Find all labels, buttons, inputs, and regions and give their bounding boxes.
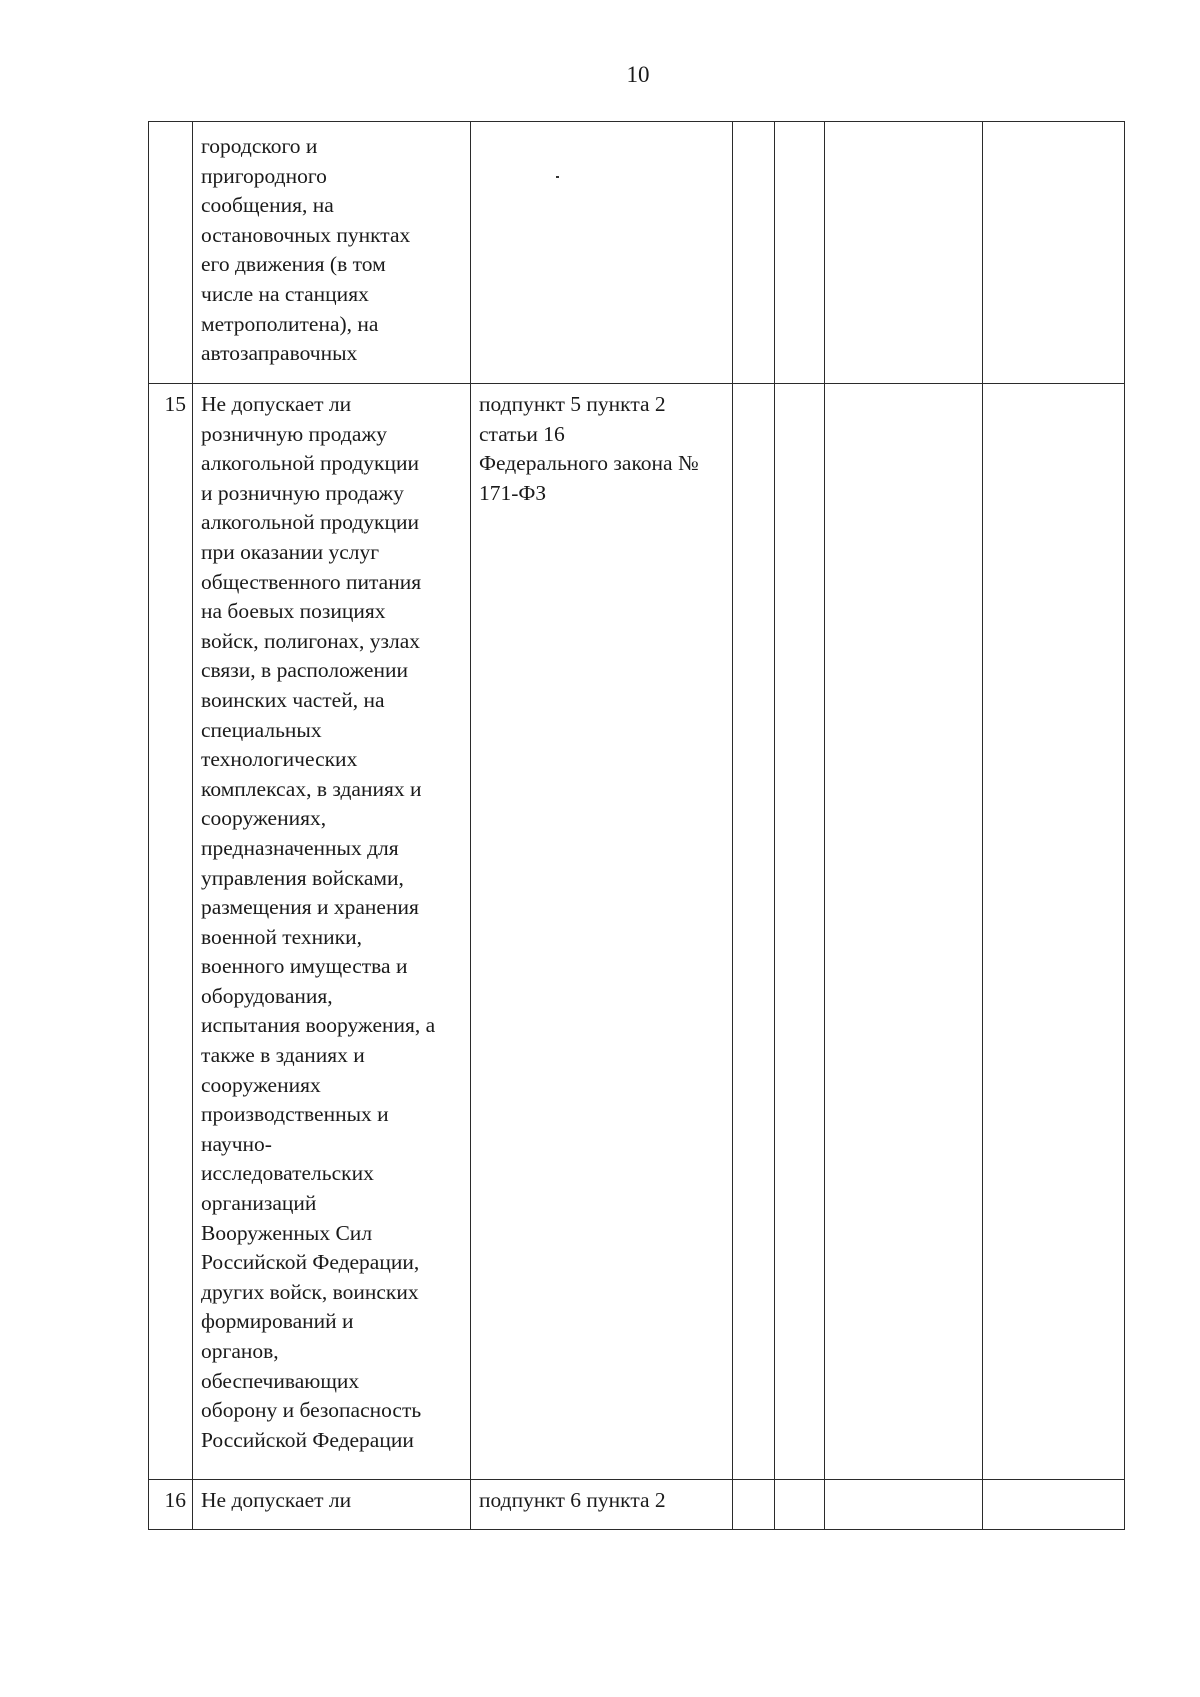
requirement-text-line: сообщения, на — [201, 193, 334, 218]
requirement-text-line: также в зданиях и — [201, 1043, 365, 1068]
requirement-text-line: общественного питания — [201, 569, 422, 594]
checklist-table — [148, 121, 1125, 1530]
answer-yes-cell — [733, 1480, 775, 1530]
requirement-text-line: научно- — [201, 1131, 272, 1156]
answer-no-cell — [775, 384, 825, 1480]
requirement-text-line: Не допускает ли — [201, 1488, 352, 1512]
requirement-cell — [193, 122, 471, 384]
row-number: 15 — [164, 392, 186, 416]
requirement-text-line: при оказании услуг — [201, 539, 380, 564]
answer-not-applicable-cell — [825, 384, 983, 1480]
legal-reference-line: Федерального закона № — [479, 451, 699, 476]
legal-reference-cell — [471, 122, 733, 384]
requirement-text-line: испытания вооружения, а — [201, 1013, 436, 1038]
requirement-text-line: организаций — [201, 1191, 317, 1216]
requirement-text-line: специальных — [201, 717, 322, 742]
requirement-text-line: оборону и безопасность — [201, 1398, 422, 1423]
requirement-cell — [193, 1480, 471, 1530]
requirement-text-line: воинских частей, на — [201, 687, 385, 712]
page-number: 10 — [626, 62, 650, 87]
requirement-text-line: на боевых позициях — [201, 599, 386, 624]
stray-mark — [556, 176, 559, 178]
requirement-text-line: Российской Федерации, — [201, 1250, 420, 1275]
answer-yes-cell — [733, 122, 775, 384]
requirement-text-line: сооружениях — [201, 1072, 321, 1097]
table-row — [149, 1480, 1125, 1530]
legal-reference-line: подпункт 5 пункта 2 — [479, 392, 666, 416]
legal-reference-cell — [471, 384, 733, 1480]
answer-not-applicable-cell — [825, 122, 983, 384]
requirement-text-line: и розничную продажу — [201, 480, 404, 505]
requirement-text-line: предназначенных для — [201, 835, 399, 860]
answer-no-cell — [775, 1480, 825, 1530]
requirement-text-line: розничную продажу — [201, 421, 387, 446]
row-number-cell — [149, 1480, 193, 1530]
legal-reference-cell — [471, 1480, 733, 1530]
requirement-text-line: обеспечивающих — [201, 1368, 360, 1393]
requirement-text-line: размещения и хранения — [201, 895, 419, 920]
answer-not-applicable-cell — [825, 1480, 983, 1530]
requirement-text-line: его движения (в том — [201, 252, 386, 277]
requirement-text-line: оборудования, — [201, 983, 333, 1008]
answer-no-cell — [775, 122, 825, 384]
row-number-cell — [149, 122, 193, 384]
requirement-text-line: городского и — [201, 134, 318, 158]
requirement-text-line: военной техники, — [201, 924, 362, 949]
notes-cell — [983, 384, 1125, 1480]
requirement-text-line: управления войсками, — [201, 865, 404, 890]
requirement-text-line: пригородного — [201, 163, 327, 188]
notes-cell — [983, 122, 1125, 384]
requirement-text-line: остановочных пунктах — [201, 222, 411, 247]
requirement-text-line: алкогольной продукции — [201, 510, 420, 535]
requirement-text-line: метрополитена), на — [201, 311, 379, 336]
requirement-cell — [193, 384, 471, 1480]
requirement-text-line: связи, в расположении — [201, 658, 408, 683]
requirement-text-line: других войск, воинских — [201, 1279, 419, 1304]
notes-cell — [983, 1480, 1125, 1530]
table-row — [149, 122, 1125, 384]
requirement-text-line: технологических — [201, 747, 358, 772]
requirement-text-line: числе на станциях — [201, 281, 369, 306]
requirement-text-line: комплексах, в зданиях и — [201, 776, 422, 801]
requirement-text-line: сооружениях, — [201, 806, 327, 831]
legal-reference-line: статьи 16 — [479, 421, 565, 446]
row-number-cell — [149, 384, 193, 1480]
requirement-text-line: Не допускает ли — [201, 392, 352, 416]
row-number: 16 — [164, 1488, 186, 1512]
legal-reference-line: 171-ФЗ — [479, 480, 547, 505]
requirement-text-line: автозаправочных — [201, 341, 358, 366]
requirement-text-line: Вооруженных Сил — [201, 1220, 373, 1245]
requirement-text-line: формирований и — [201, 1309, 354, 1334]
requirement-text-line: производственных и — [201, 1102, 389, 1127]
requirement-text-line: алкогольной продукции — [201, 451, 420, 476]
legal-reference-line: подпункт 6 пункта 2 — [479, 1488, 666, 1512]
requirement-text-line: Российской Федерации — [201, 1427, 414, 1452]
answer-yes-cell — [733, 384, 775, 1480]
requirement-text-line: исследовательских — [201, 1161, 374, 1186]
requirement-text-line: войск, полигонах, узлах — [201, 628, 421, 653]
requirement-text-line: органов, — [201, 1339, 279, 1363]
requirement-text-line: военного имущества и — [201, 954, 408, 979]
table-body — [149, 122, 1125, 1530]
table-row — [149, 384, 1125, 1480]
